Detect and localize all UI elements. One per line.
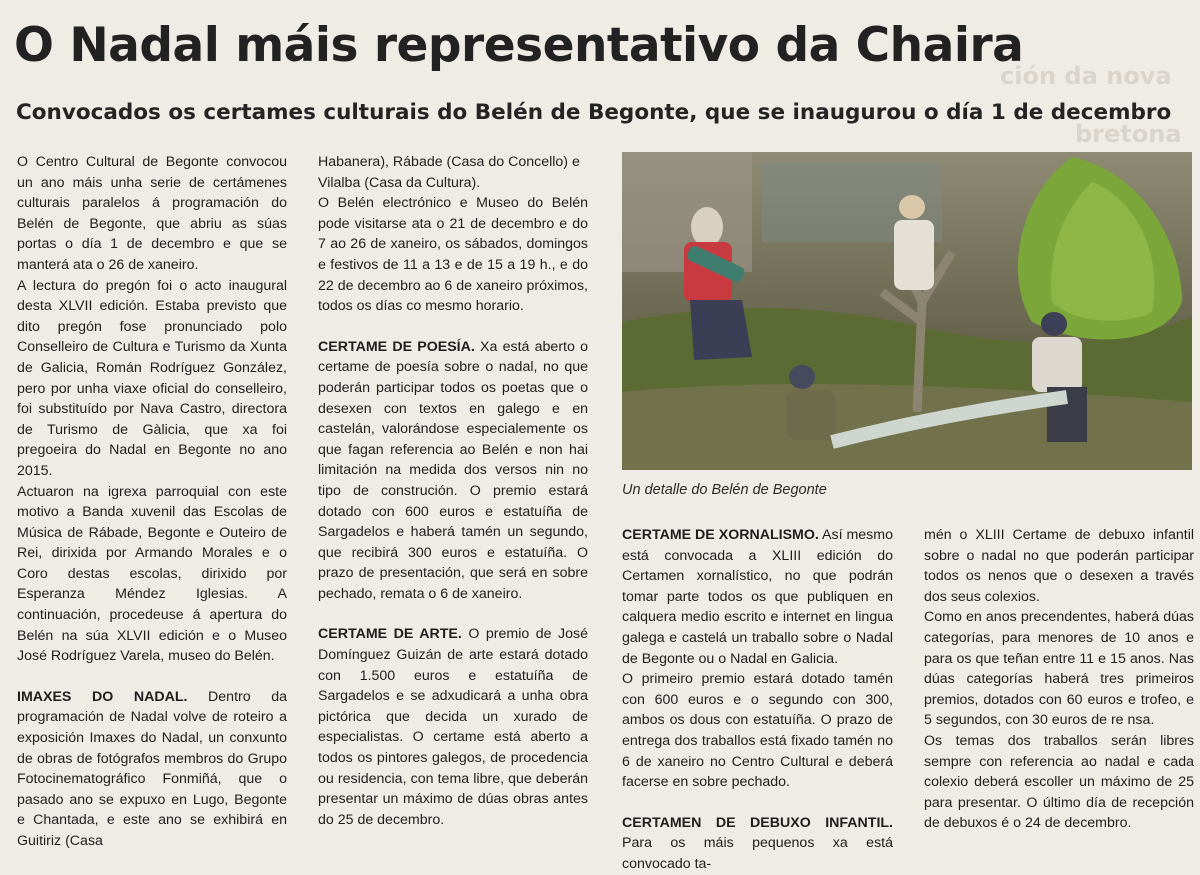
section-heading: CERTAME DE POESÍA. <box>318 338 475 355</box>
section-imaxes-do-nadal: IMAXES DO NADAL. Dentro da programación de Nadal volve de roteiro a exposición Imaxes do Nadal, un conxunto de obras de fotógrafos membros do Grupo Fotocinematográfico Fonmiñá, que o pasado ano se expuxo en Lugo, Begonte e Chantada, e este ano se exhibirá en Guitiriz (Casa <box>17 688 287 849</box>
section-heading: IMAXES DO NADAL. <box>17 688 188 705</box>
section-heading: CERTAME DE XORNALISMO. <box>622 527 819 543</box>
bleed-through-text: ción da nova <box>1000 62 1172 90</box>
section-heading: CERTAME DE ARTE. <box>318 626 462 643</box>
nativity-scene-illustration <box>622 152 1192 470</box>
paragraph: Como en anos precendentes, haberá dúas categorías, para menores de 10 anos e para os que teñan entre 11 e 15 anos. Nas dúas categorías haberá tres primeiros premios, dotados con 60 euros e trofeo, e 5 segundos, con 30 euros de re nsa. <box>924 609 1194 729</box>
article-column-3 <box>622 525 893 875</box>
paragraph: Actuaron na igrexa parroquial con este motivo a Banda xuvenil das Escolas de Música de Rábade, Begonte e Outeiro de Rei, dirixida por Armando Morales e o Coro destas escolas, dirixido por Esperanza Méndez Iglesias. A continuación, procedeuse á apertura do Belén na súa XLVII edición e o Museo José Rodríguez Varela, museo do Belén. <box>17 483 287 665</box>
article-column-2 <box>318 152 588 830</box>
paragraph: mén o XLIII Certame de debuxo infantil sobre o nadal no que poderán participar todos os nenos que o desexen a través dos seus colexios. <box>924 527 1194 605</box>
section-certamen-de-debuxo-infantil: CERTAMEN DE DEBUXO INFANTIL. Para os máis pequenos xa está convocado ta- <box>622 814 893 872</box>
nativity-scene-photo <box>622 152 1192 470</box>
section-heading: CERTAMEN DE DEBUXO INFANTIL. <box>622 814 893 831</box>
paragraph: Habanera), Rábade (Casa do Concello) e Vilalba (Casa da Cultura). <box>318 154 580 191</box>
section-certame-de-arte: CERTAME DE ARTE. O premio de José Domínguez Guizán de arte estará dotado con 1.500 euros e estatuíña de Sargadelos e se adxudicará a unha obra pictórica que decida un xurado de especialistas. O certame está aberto a todos os pintores galegos, de procedencia ou residencia, con tema libre, que deberán presentar un máximo de dúas obras antes do 25 de decembro. <box>318 626 588 828</box>
paragraph: A lectura do pregón foi o acto inaugural desta XLVII edición. Estaba previsto que dito pregón fose pronunciado polo Conselleiro de Cultura e Turismo da Xunta de Galicia, Román Rodríguez González, pero por unha viaxe oficial do conselleiro, foi substituído por Nava Castro, directora de Turismo de Gàlicia, que xa foi pregoeira do Nadal en Begonte no ano 2015. <box>17 277 287 479</box>
paragraph: Os temas dos traballos serán libres sempre con referencia ao nadal e cada colexio deberá escoller un máximo de 25 para presentar. O último día de recepción de debuxos é o 24 de decembro. <box>924 732 1194 832</box>
paragraph: O Belén electrónico e Museo do Belén pode visitarse ata o 21 de decembro e do 7 ao 26 de xaneiro, os sábados, domingos e festivos de 11 a 13 e de 15 a 19 h., e do 22 de decembro ao 6 de xaneiro próximos, todos os días co mesmo horario. <box>318 195 588 315</box>
subheadline: Convocados os certames culturais do Belén de Begonte, que se inaugurou o día 1 de decembro <box>16 100 1172 125</box>
section-certame-de-xornalismo: CERTAME DE XORNALISMO. Así mesmo está convocada a XLIII edición do Certamen xornalístico, no que podrán tomar parte todos os que publiquen en calquera medio escrito e internet en lingua galega e castelá un traballo sobre o Nadal de Begonte ou o Nadal en Galicia. <box>622 527 893 667</box>
article-column-1 <box>17 152 287 852</box>
section-certame-de-poesia: CERTAME DE POESÍA. Xa está aberto o certame de poesía sobre o nadal, no que poderán participar todos os poetas que o desexen con textos en galego e en castelán, valorándose especialemente os que fagan referencia ao Belén e non hai limitación na medida dos versos nin no tipo de construción. O premio estará dotado con 600 euros e estatuíña de Sargadelos e haberá tamén un segundo, que recibirá 300 euros e estatuíña. O prazo de presentación, que será en sobre pechado, remata o 6 de xaneiro. <box>318 338 588 602</box>
photo-caption: Un detalle do Belén de Begonte <box>622 482 827 498</box>
bleed-through-text: bretona <box>1075 120 1182 148</box>
paragraph: O Centro Cultural de Begonte convocou un ano máis unha serie de certámenes culturais paralelos á programación do Belén de Begonte, que abriu as súas portas o día 1 de decembro e que se manterá ata o 26 de xaneiro. <box>17 154 287 273</box>
article-column-4 <box>924 525 1194 834</box>
headline: O Nadal máis representativo da Chaira <box>14 18 1024 73</box>
paragraph: O primeiro premio estará dotado tamén con 600 euros e o segundo con 300, ambos os dous con estatuíña. O prazo de entrega dos traballos está fixado tamén no 6 de xaneiro no Centro Cultural e deberá facerse en sobre pechado. <box>622 671 893 791</box>
